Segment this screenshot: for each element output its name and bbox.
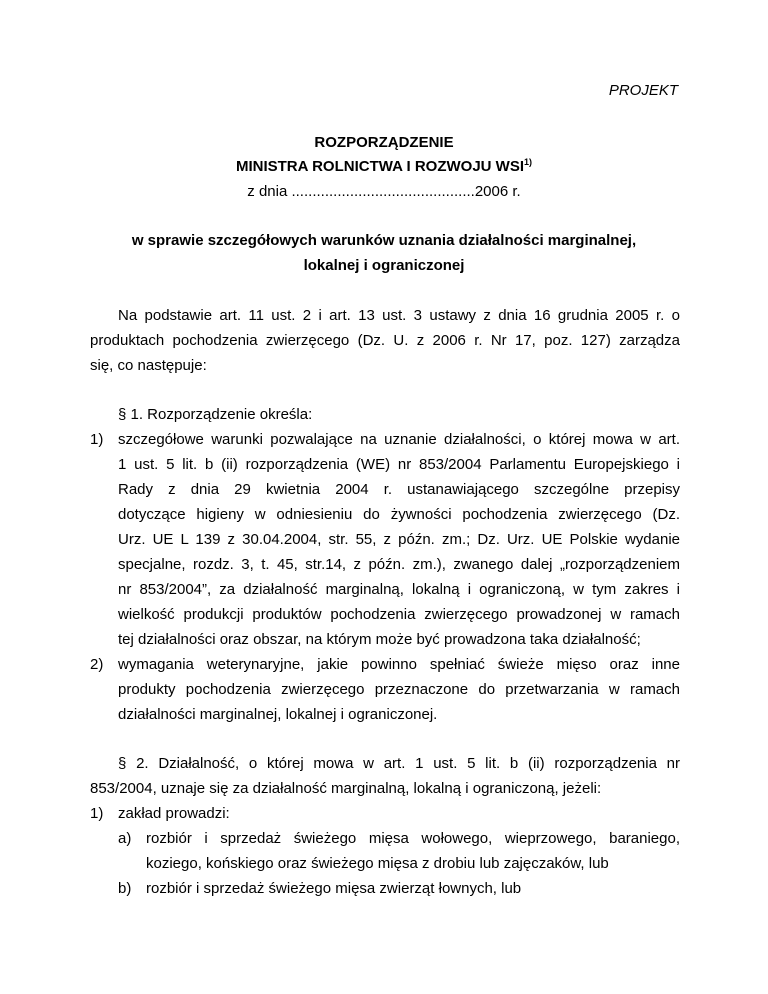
list-item-line: dotyczące higieny w odniesieniu do żywności pochodzenia zwierzęcego (Dz.	[118, 506, 680, 523]
ministry-name: MINISTRA ROLNICTWA I ROZWOJU WSI	[235, 158, 525, 175]
list-item-line: tej działalności oraz obszar, na którym może być prowadzona taka działalność;	[118, 631, 641, 648]
list-item-line: nr 853/2004”, za działalność marginalną, lokalną i ograniczoną, w tym zakres i	[118, 581, 680, 598]
list-number: 1)	[90, 431, 104, 448]
sublist-item-line: koziego, końskiego oraz świeżego mięsa z drobiu lub zajęczaków, lub	[146, 855, 609, 872]
list-item-line: wielkość produkcji produktów pochodzenia zwierzęcego prowadzonej w ramach	[118, 606, 680, 623]
list-item-line: Rady z dnia 29 kwietnia 2004 r. ustanawiającego szczególne przepisy	[118, 481, 680, 498]
preamble-line: produktach pochodzenia zwierzęcego (Dz. U. z 2006 r. Nr 17, poz. 127) zarządza	[90, 332, 680, 349]
list-item-line: zakład prowadzi:	[118, 805, 230, 822]
regulation-title: ROZPORZĄDZENIE	[314, 134, 454, 151]
list-item-line: specjalne, rozdz. 3, t. 45, str.14, z późn. zm.), zwanego dalej „rozporządzeniem	[118, 556, 680, 573]
regulation-date: z dnia ............................................2006 r.	[247, 183, 521, 200]
list-item-line: wymagania weterynaryjne, jakie powinno spełniać świeże mięso oraz inne	[118, 656, 680, 673]
list-letter: a)	[118, 830, 132, 847]
section-2-line: 853/2004, uznaje się za działalność marginalną, lokalną i ograniczoną, jeżeli:	[90, 780, 602, 797]
preamble-line: Na podstawie art. 11 ust. 2 i art. 13 ust. 3 ustawy z dnia 16 grudnia 2005 r. o	[118, 307, 680, 324]
ministry-title	[0, 158, 768, 175]
list-number: 1)	[90, 805, 104, 822]
sublist-item-line: rozbiór i sprzedaż świeżego mięsa wołowego, wieprzowego, baraniego,	[146, 830, 680, 847]
sublist-item-line: rozbiór i sprzedaż świeżego mięsa zwierząt łownych, lub	[146, 880, 522, 897]
projekt-label: PROJEKT	[608, 82, 678, 99]
list-item-line: szczegółowe warunki pozwalające na uznanie działalności, o której mowa w art.	[118, 431, 680, 448]
list-item-line: produkty pochodzenia zwierzęcego przeznaczone do przetwarzania w ramach	[118, 681, 680, 698]
list-item-line: Urz. UE L 139 z 30.04.2004, str. 55, z późn. zm.; Dz. Urz. UE Polskie wydanie	[118, 531, 680, 548]
list-number: 2)	[90, 656, 104, 673]
list-letter: b)	[118, 880, 132, 897]
subject-line-2: lokalnej i ograniczonej	[303, 257, 465, 274]
list-item-line: 1 ust. 5 lit. b (ii) rozporządzenia (WE) nr 853/2004 Parlamentu Europejskiego i	[118, 456, 680, 473]
section-2-line: § 2. Działalność, o której mowa w art. 1 ust. 5 lit. b (ii) rozporządzenia nr	[118, 755, 680, 772]
section-1-heading: § 1. Rozporządzenie określa:	[118, 406, 313, 423]
subject-line-1: w sprawie szczegółowych warunków uznania działalności marginalnej,	[131, 232, 637, 249]
preamble-line: się, co następuje:	[90, 357, 207, 374]
list-item-line: działalności marginalnej, lokalnej i ograniczonej.	[118, 706, 438, 723]
footnote-ref: 1)	[524, 157, 533, 167]
